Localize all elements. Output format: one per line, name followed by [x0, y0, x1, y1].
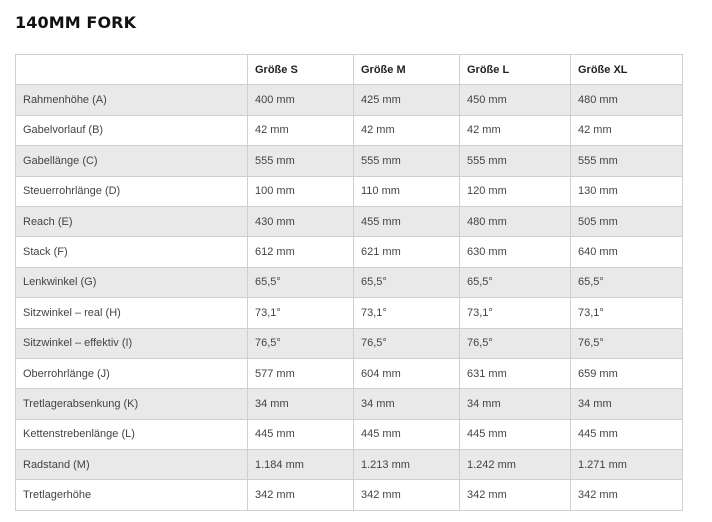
value-size-s: 1.184 mm: [248, 450, 354, 480]
value-size-m: 425 mm: [354, 85, 460, 115]
value-size-l: 450 mm: [460, 85, 571, 115]
geometry-table: [15, 54, 683, 511]
header-cell-size-xl: Größe XL: [571, 55, 683, 85]
table-row: [16, 389, 683, 419]
table-row: [16, 298, 683, 328]
value-size-xl: 505 mm: [571, 206, 683, 236]
value-size-xl: 445 mm: [571, 419, 683, 449]
row-label: Gabelvorlauf (B): [16, 115, 248, 145]
value-size-m: 42 mm: [354, 115, 460, 145]
value-size-l: 445 mm: [460, 419, 571, 449]
value-size-l: 73,1°: [460, 298, 571, 328]
value-size-l: 76,5°: [460, 328, 571, 358]
value-size-l: 630 mm: [460, 237, 571, 267]
value-size-s: 73,1°: [248, 298, 354, 328]
value-size-l: 480 mm: [460, 206, 571, 236]
value-size-xl: 480 mm: [571, 85, 683, 115]
value-size-xl: 130 mm: [571, 176, 683, 206]
row-label: Rahmenhöhe (A): [16, 85, 248, 115]
table-header-row: [16, 55, 683, 85]
page-title: 140MM FORK: [15, 13, 137, 32]
row-label: Sitzwinkel – effektiv (I): [16, 328, 248, 358]
table-row: [16, 237, 683, 267]
value-size-xl: 640 mm: [571, 237, 683, 267]
value-size-xl: 659 mm: [571, 358, 683, 388]
value-size-xl: 555 mm: [571, 146, 683, 176]
value-size-xl: 73,1°: [571, 298, 683, 328]
value-size-m: 110 mm: [354, 176, 460, 206]
value-size-m: 73,1°: [354, 298, 460, 328]
value-size-m: 1.213 mm: [354, 450, 460, 480]
table-row: [16, 328, 683, 358]
value-size-xl: 1.271 mm: [571, 450, 683, 480]
header-cell-size-s: Größe S: [248, 55, 354, 85]
value-size-s: 555 mm: [248, 146, 354, 176]
value-size-s: 76,5°: [248, 328, 354, 358]
value-size-m: 65,5°: [354, 267, 460, 297]
table-row: [16, 115, 683, 145]
value-size-m: 555 mm: [354, 146, 460, 176]
value-size-l: 631 mm: [460, 358, 571, 388]
row-label: Kettenstrebenlänge (L): [16, 419, 248, 449]
value-size-xl: 76,5°: [571, 328, 683, 358]
value-size-m: 445 mm: [354, 419, 460, 449]
value-size-s: 400 mm: [248, 85, 354, 115]
table-row: [16, 206, 683, 236]
value-size-s: 342 mm: [248, 480, 354, 510]
value-size-s: 445 mm: [248, 419, 354, 449]
table-row: [16, 419, 683, 449]
table-row: [16, 85, 683, 115]
table-row: [16, 450, 683, 480]
table-row: [16, 267, 683, 297]
row-label: Stack (F): [16, 237, 248, 267]
value-size-s: 100 mm: [248, 176, 354, 206]
value-size-m: 621 mm: [354, 237, 460, 267]
header-cell-size-l: Größe L: [460, 55, 571, 85]
value-size-xl: 42 mm: [571, 115, 683, 145]
row-label: Tretlagerabsenkung (K): [16, 389, 248, 419]
row-label: Tretlagerhöhe: [16, 480, 248, 510]
value-size-s: 34 mm: [248, 389, 354, 419]
value-size-s: 430 mm: [248, 206, 354, 236]
value-size-m: 604 mm: [354, 358, 460, 388]
value-size-l: 342 mm: [460, 480, 571, 510]
header-cell-empty: [16, 55, 248, 85]
table-row: [16, 480, 683, 510]
value-size-s: 577 mm: [248, 358, 354, 388]
value-size-xl: 34 mm: [571, 389, 683, 419]
value-size-s: 612 mm: [248, 237, 354, 267]
row-label: Sitzwinkel – real (H): [16, 298, 248, 328]
value-size-xl: 342 mm: [571, 480, 683, 510]
row-label: Reach (E): [16, 206, 248, 236]
value-size-m: 34 mm: [354, 389, 460, 419]
value-size-l: 34 mm: [460, 389, 571, 419]
table-row: [16, 358, 683, 388]
value-size-m: 342 mm: [354, 480, 460, 510]
value-size-l: 42 mm: [460, 115, 571, 145]
value-size-s: 65,5°: [248, 267, 354, 297]
value-size-l: 65,5°: [460, 267, 571, 297]
value-size-l: 555 mm: [460, 146, 571, 176]
row-label: Lenkwinkel (G): [16, 267, 248, 297]
value-size-m: 76,5°: [354, 328, 460, 358]
value-size-m: 455 mm: [354, 206, 460, 236]
row-label: Oberrohrlänge (J): [16, 358, 248, 388]
header-cell-size-m: Größe M: [354, 55, 460, 85]
value-size-s: 42 mm: [248, 115, 354, 145]
row-label: Gabellänge (C): [16, 146, 248, 176]
table-row: [16, 146, 683, 176]
value-size-xl: 65,5°: [571, 267, 683, 297]
table-body: [16, 85, 683, 510]
value-size-l: 1.242 mm: [460, 450, 571, 480]
row-label: Steuerrohrlänge (D): [16, 176, 248, 206]
value-size-l: 120 mm: [460, 176, 571, 206]
table-row: [16, 176, 683, 206]
row-label: Radstand (M): [16, 450, 248, 480]
